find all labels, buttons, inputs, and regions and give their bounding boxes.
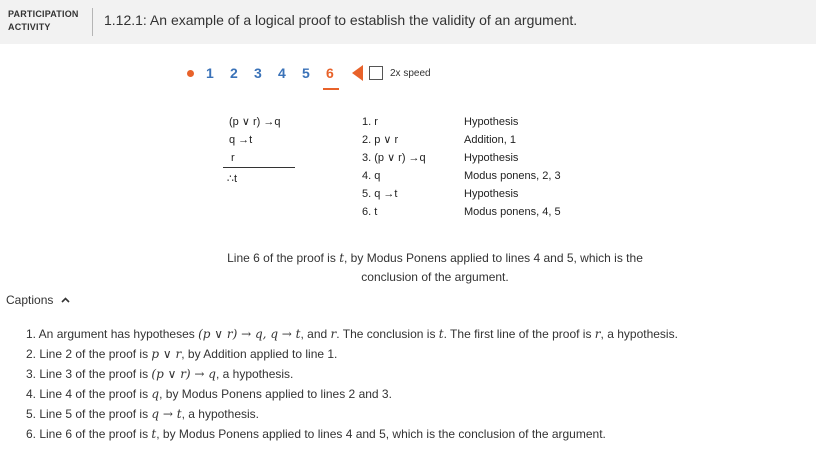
conclusion-rule: [223, 167, 295, 168]
caption-math: t: [339, 251, 345, 265]
caption-item: [26, 404, 678, 424]
caption-text: 2. Line 2 of the proof is: [26, 347, 152, 361]
proof-line: 1. r: [362, 116, 378, 128]
proof-reason: Modus ponens, 2, 3: [464, 170, 561, 182]
caption-text: , by Modus Ponens applied to lines 4 and 5, which is the conclusion of the argument.: [156, 427, 606, 441]
caption-text: 6. Line 6 of the proof is: [26, 427, 152, 441]
conclusion: ∴t: [227, 173, 238, 185]
caption-text: 1. An argument has hypotheses: [26, 327, 199, 341]
step-3-button[interactable]: 3: [254, 65, 262, 81]
proof-reason: Hypothesis: [464, 116, 519, 128]
caption-text: , by Modus Ponens applied to lines 2 and 3.: [159, 387, 392, 401]
proof-line: 4. q: [362, 170, 381, 182]
captions-toggle[interactable]: [6, 293, 70, 307]
step-5-button[interactable]: 5: [302, 65, 310, 81]
caption-text: , and: [300, 327, 331, 341]
caption-math: q: [151, 387, 160, 401]
proof-reason: Hypothesis: [464, 188, 519, 200]
captions-label: Captions: [6, 293, 54, 307]
caption-text: 3. Line 3 of the proof is: [26, 367, 152, 381]
caption-item: [26, 424, 678, 444]
caption-text: , by Addition applied to line 1.: [181, 347, 338, 361]
step-1-button[interactable]: 1: [206, 65, 214, 81]
play-back-arrow-icon[interactable]: [352, 65, 363, 81]
activity-title: 1.12.1: An example of a logical proof to establish the validity of an argument.: [104, 12, 578, 28]
caption-text: 5. Line 5 of the proof is: [26, 407, 152, 421]
proof-line: 5. q →t: [362, 188, 398, 200]
caption-math: r: [330, 327, 337, 341]
participation-activity-label: [8, 8, 79, 34]
step-6-button[interactable]: 6: [326, 65, 350, 81]
proof-reason: Addition, 1: [464, 134, 516, 146]
activity-header: [0, 0, 816, 44]
premise-3: r: [231, 152, 235, 164]
speed-checkbox[interactable]: [369, 66, 383, 80]
caption-text: , a hypothesis.: [181, 407, 259, 421]
caption-text: , a hypothesis.: [215, 367, 294, 381]
caption-math: t: [151, 427, 157, 441]
chevron-up-icon: [61, 297, 70, 303]
caption-text: Line 6 of the proof is: [227, 251, 340, 265]
caption-item: [26, 384, 678, 404]
speed-label: 2x speed: [390, 67, 431, 79]
caption-text: 4. Line 4 of the proof is: [26, 387, 152, 401]
proof-line: 2. p ∨ r: [362, 134, 399, 146]
premise-1: (p ∨ r) →q: [229, 116, 281, 128]
caption-math: q → t: [151, 407, 182, 421]
header-divider: [92, 8, 93, 36]
caption-item: [26, 364, 678, 384]
captions-list: [26, 324, 678, 444]
premise-2: q →t: [229, 134, 253, 146]
caption-text: , a hypothesis.: [600, 327, 678, 341]
start-dot-icon[interactable]: [187, 70, 194, 77]
caption-text: . The conclusion is: [336, 327, 439, 341]
caption-math: r: [594, 327, 601, 341]
animation-controls: [187, 62, 431, 84]
caption-item: [26, 344, 678, 364]
caption-math: (p ∨ r) → q: [151, 367, 216, 381]
caption-math: p ∨ r: [151, 347, 182, 361]
caption-text: , by Modus Ponens applied to lines 4 and 5, which is the conclusion of the argument.: [344, 251, 643, 284]
proof-line: 6. t: [362, 206, 378, 218]
label-line-2: ACTIVITY: [8, 22, 51, 32]
proof-line: 3. (p ∨ r) →q: [362, 152, 426, 164]
caption-text: . The first line of the proof is: [443, 327, 595, 341]
step-4-button[interactable]: 4: [278, 65, 286, 81]
proof-reason: Modus ponens, 4, 5: [464, 206, 561, 218]
caption-item: [26, 324, 678, 344]
caption-math: (p ∨ r) → q, q → t: [198, 327, 301, 341]
current-step-caption: [200, 249, 670, 287]
step-2-button[interactable]: 2: [230, 65, 238, 81]
proof-reason: Hypothesis: [464, 152, 519, 164]
caption-math: t: [438, 327, 444, 341]
label-line-1: PARTICIPATION: [8, 9, 79, 19]
